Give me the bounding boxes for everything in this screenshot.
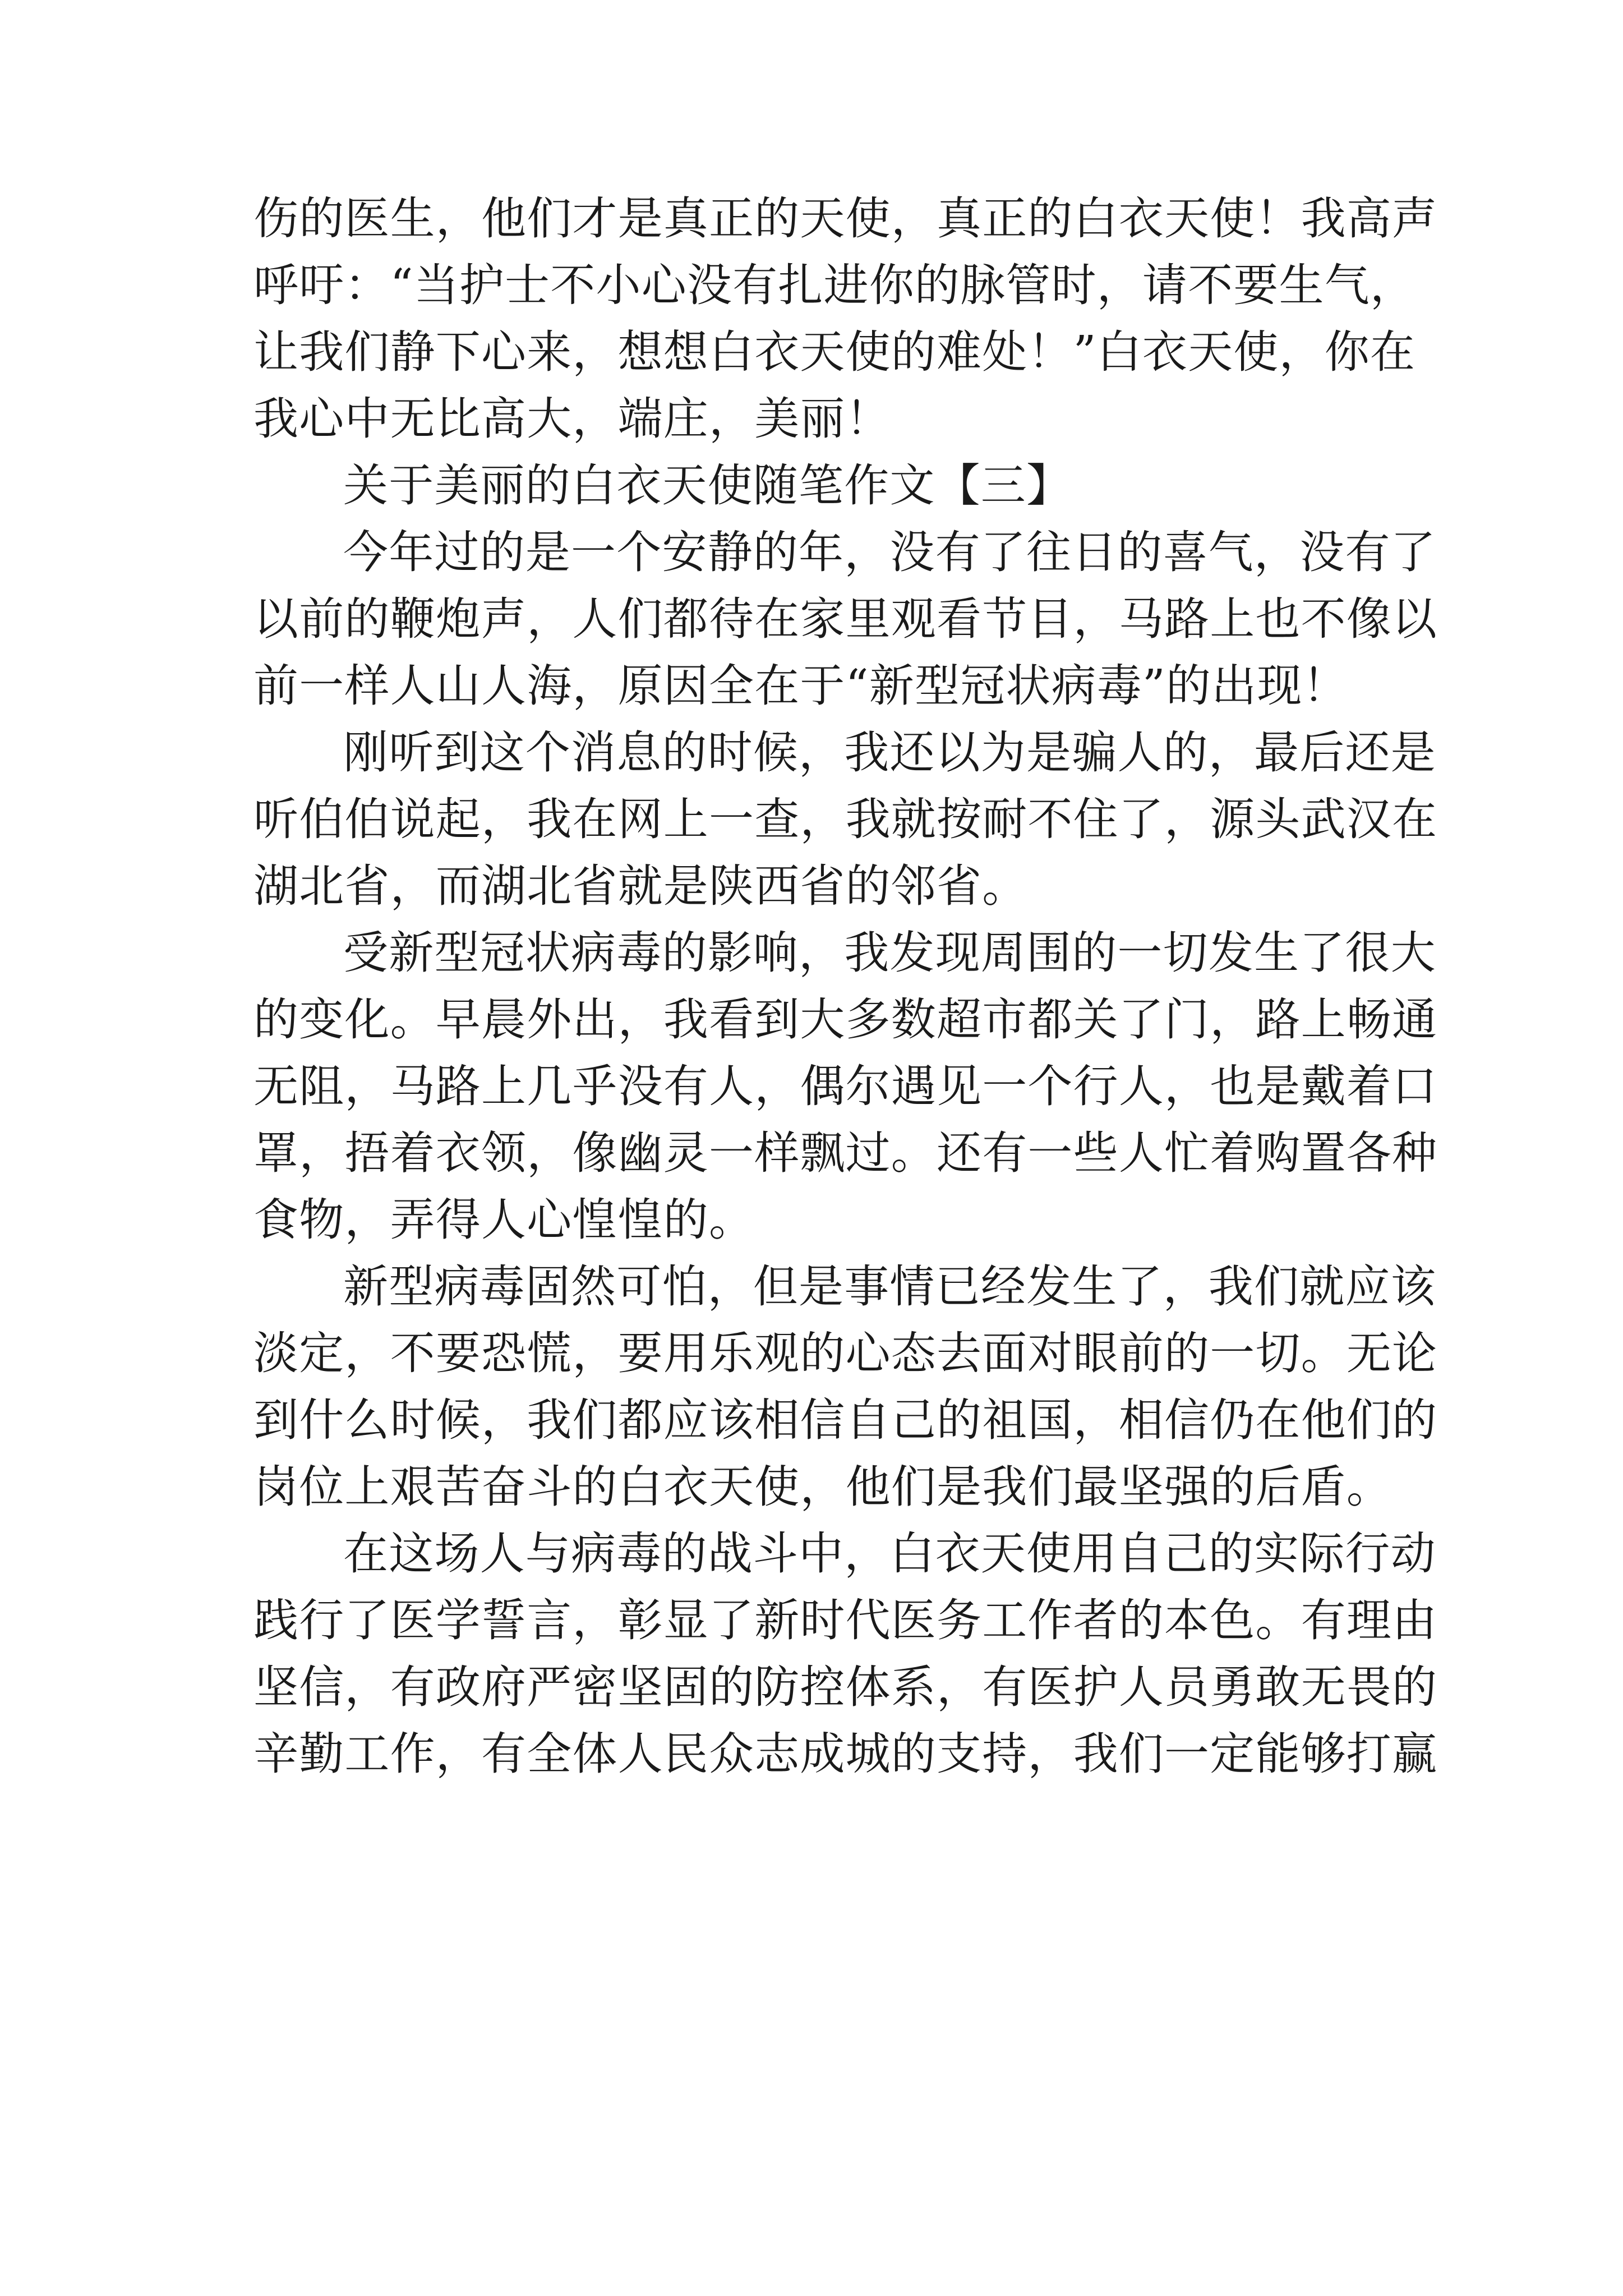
text-line: 的变化。早晨外出，我看到大多数超市都关了门，路上畅通 [253, 993, 1438, 1046]
text-line: 听伯伯说起，我在网上一查，我就按耐不住了，源头武汉在 [253, 793, 1438, 845]
text-line: 践行了医学誓言，彰显了新时代医务工作者的本色。有理由 [253, 1594, 1438, 1646]
paragraph-start-line: 在这场人与病毒的战斗中，白衣天使用自己的实际行动 [343, 1527, 1436, 1580]
text-line: 淡定，不要恐慌，要用乐观的心态去面对眼前的一切。无论 [253, 1327, 1438, 1379]
paragraph-start-line: 刚听到这个消息的时候，我还以为是骗人的，最后还是 [343, 726, 1436, 779]
text-line: 湖北省，而湖北省就是陕西省的邻省。 [253, 860, 1028, 912]
text-line: 以前的鞭炮声，人们都待在家里观看节目，马路上也不像以 [253, 593, 1438, 645]
text-line: 岗位上艰苦奋斗的白衣天使，他们是我们最坚强的后盾。 [253, 1461, 1392, 1513]
text-line: 让我们静下心来，想想白衣天使的难处！”白衣天使，你在 [253, 326, 1416, 378]
text-line: 到什么时候，我们都应该相信自己的祖国，相信仍在他们的 [253, 1394, 1438, 1446]
text-line: 辛勤工作，有全体人民众志成城的支持，我们一定能够打赢 [253, 1728, 1438, 1780]
section-heading: 关于美丽的白衣天使随笔作文【三】 [343, 459, 1072, 512]
paragraph-start-line: 新型病毒固然可怕，但是事情已经发生了，我们就应该 [343, 1260, 1436, 1313]
text-line: 我心中无比高大，端庄，美丽！ [253, 393, 891, 445]
text-line: 无阻，马路上几乎没有人，偶尔遇见一个行人，也是戴着口 [253, 1060, 1438, 1112]
text-line: 前一样人山人海，原因全在于“新型冠状病毒”的出现！ [253, 660, 1348, 712]
text-line: 呼吁：“当护士不小心没有扎进你的脉管时，请不要生气， [253, 259, 1416, 311]
text-line: 罩，捂着衣领，像幽灵一样飘过。还有一些人忙着购置各种 [253, 1127, 1438, 1179]
paragraph-start-line: 受新型冠状病毒的影响，我发现周围的一切发生了很大 [343, 927, 1436, 979]
body-text [253, 185, 1438, 1787]
text-line: 食物，弄得人心惶惶的。 [253, 1194, 755, 1246]
text-line: 伤的医生，他们才是真正的天使，真正的白衣天使！我高声 [253, 192, 1438, 245]
paragraph-start-line: 今年过的是一个安静的年，没有了往日的喜气，没有了 [343, 526, 1436, 578]
text-line: 坚信，有政府严密坚固的防控体系，有医护人员勇敢无畏的 [253, 1661, 1438, 1713]
